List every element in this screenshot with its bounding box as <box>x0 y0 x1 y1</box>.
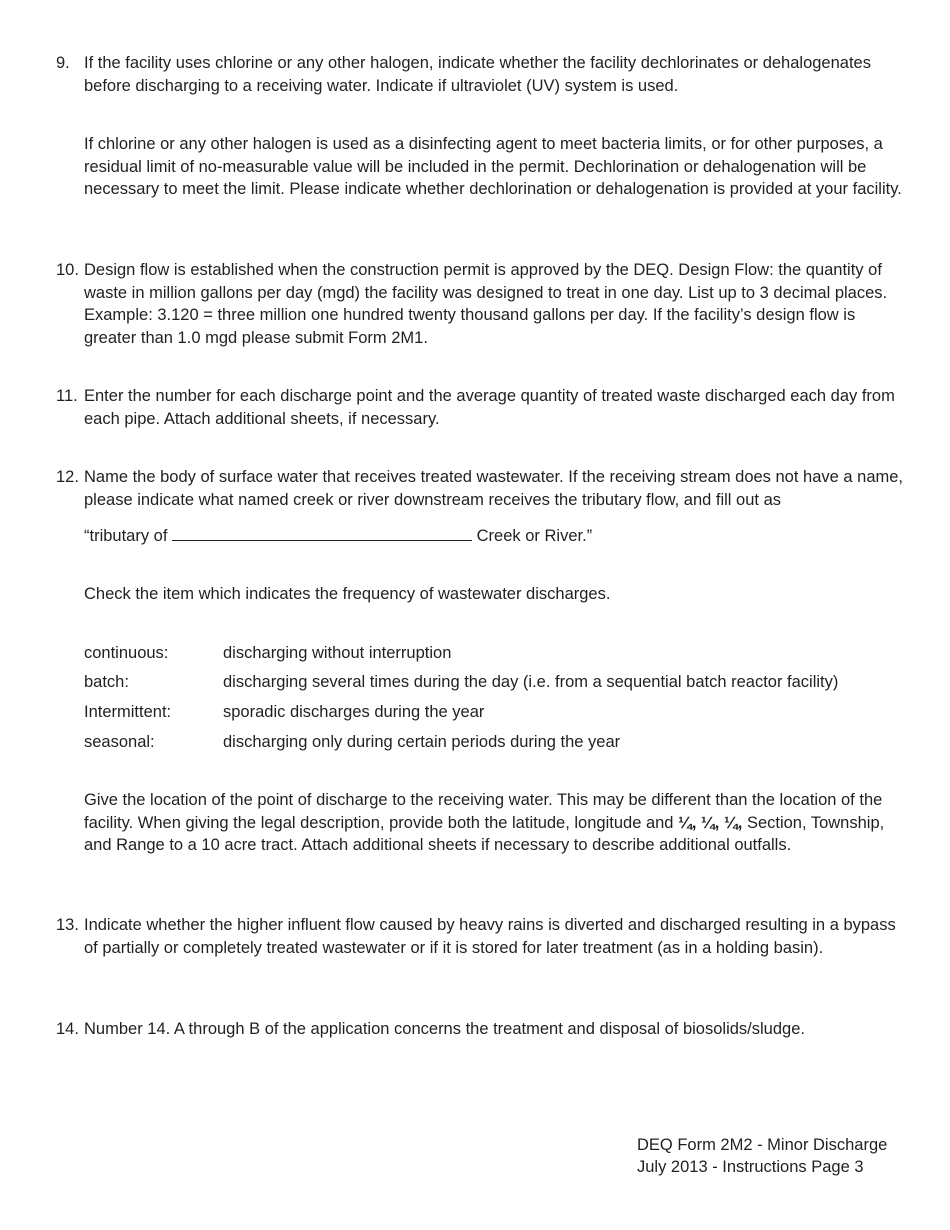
item-text: Indicate whether the higher influent flow caused by heavy rains is diverted and discharged resulting in a bypass of partially or completely treated wastewater or if it is stored for later treatment (as in a holding basin). <box>84 916 896 957</box>
instruction-item-14 <box>56 1018 906 1041</box>
quarter-mark: ¼ <box>701 813 715 832</box>
footer-page-info: July 2013 - Instructions Page 3 <box>637 1158 864 1176</box>
frequency-row <box>84 701 904 723</box>
item-text: Name the body of surface water that receives treated wastewater. If the receiving stream does not have a name, please indicate what named creek or river downstream receives the tributary flow, and fill out as <box>84 468 904 509</box>
tributary-prefix: “tributary of <box>84 527 168 545</box>
frequency-term: continuous: <box>84 644 169 662</box>
frequency-definition: sporadic discharges during the year <box>223 703 485 721</box>
footer-form-title: DEQ Form 2M2 - Minor Discharge <box>637 1136 888 1154</box>
frequency-row <box>84 731 904 753</box>
item-text: Number 14. A through B of the application concerns the treatment and disposal of biosolids/sludge. <box>84 1020 805 1038</box>
tributary-suffix: Creek or River.” <box>476 527 593 545</box>
item-number: 10. <box>56 261 79 279</box>
item-text: If the facility uses chlorine or any other halogen, indicate whether the facility dechlorinates or dehalogenates before discharging to a receiving water. Indicate if ultraviolet (UV) system is used. <box>84 54 871 95</box>
instruction-item-9 <box>56 52 906 97</box>
location-text-part1: Give the location of the point of discharge to the receiving water. This may be different than the location of the facility. When giving the legal description, provide both the latitude, longitude and <box>84 791 883 832</box>
tributary-line <box>84 525 904 548</box>
frequency-definition: discharging without interruption <box>223 644 452 662</box>
frequency-row <box>84 642 904 664</box>
item-number: 12. <box>56 468 79 486</box>
page-footer <box>637 1134 937 1178</box>
frequency-definition: discharging several times during the day (i.e. from a sequential batch reactor facility) <box>223 673 839 691</box>
tributary-blank <box>172 526 472 541</box>
frequency-term: seasonal: <box>84 733 155 751</box>
item-text: Design flow is established when the construction permit is approved by the DEQ. Design Flow: the quantity of waste in million gallons per day (mgd) the facility was designed to treat in one day. List up to 3 decimal places. Example: 3.120 = three million one hundred twenty thousand gallons per day. If the facility’s design flow is greater than 1.0 mgd please submit Form 2M1. <box>84 261 888 347</box>
instruction-item-13 <box>56 914 906 959</box>
frequency-intro: Check the item which indicates the frequency of wastewater discharges. <box>84 585 611 603</box>
instruction-item-10 <box>56 259 906 349</box>
instruction-item-11 <box>56 385 906 430</box>
location-text-part2: Section, Township, and Range to a 10 acre tract. Attach additional sheets if necessary to describe additional outfalls. <box>84 813 885 854</box>
item-number: 11. <box>56 387 78 405</box>
frequency-definition: discharging only during certain periods during the year <box>223 733 621 751</box>
item-number: 13. <box>56 916 79 934</box>
frequency-row <box>84 671 904 693</box>
frequency-term: Intermittent: <box>84 703 172 721</box>
item-number: 14. <box>56 1020 79 1038</box>
location-paragraph: Give the location of the point of discharge to the receiving water. This may be different than the location of the facility. When giving the legal description, provide both the latitude, longitude and ¼, ¼, ¼, Section, Township, and Range to a 10 acre tract. Attach additional sheets if necessary to describe additional outfalls. <box>84 791 885 854</box>
item-number: 9. <box>56 54 70 72</box>
quarter-mark: ¼ <box>723 813 738 832</box>
chlorine-paragraph: If chlorine or any other halogen is used as a disinfecting agent to meet bacteria limits, or for other purposes, a residual limit of no-measurable value will be included in the permit. Dechlorination or dehalogenation will be necessary to meet the limit. Please indicate whether dechlorination or dehalogenation is provided at your facility. <box>84 135 902 198</box>
item-text: Enter the number for each discharge point and the average quantity of treated waste discharged each day from each pipe. Attach additional sheets, if necessary. <box>84 387 895 428</box>
instruction-item-12 <box>56 466 906 511</box>
frequency-term: batch: <box>84 673 129 691</box>
quarter-mark: ¼ <box>678 813 692 832</box>
